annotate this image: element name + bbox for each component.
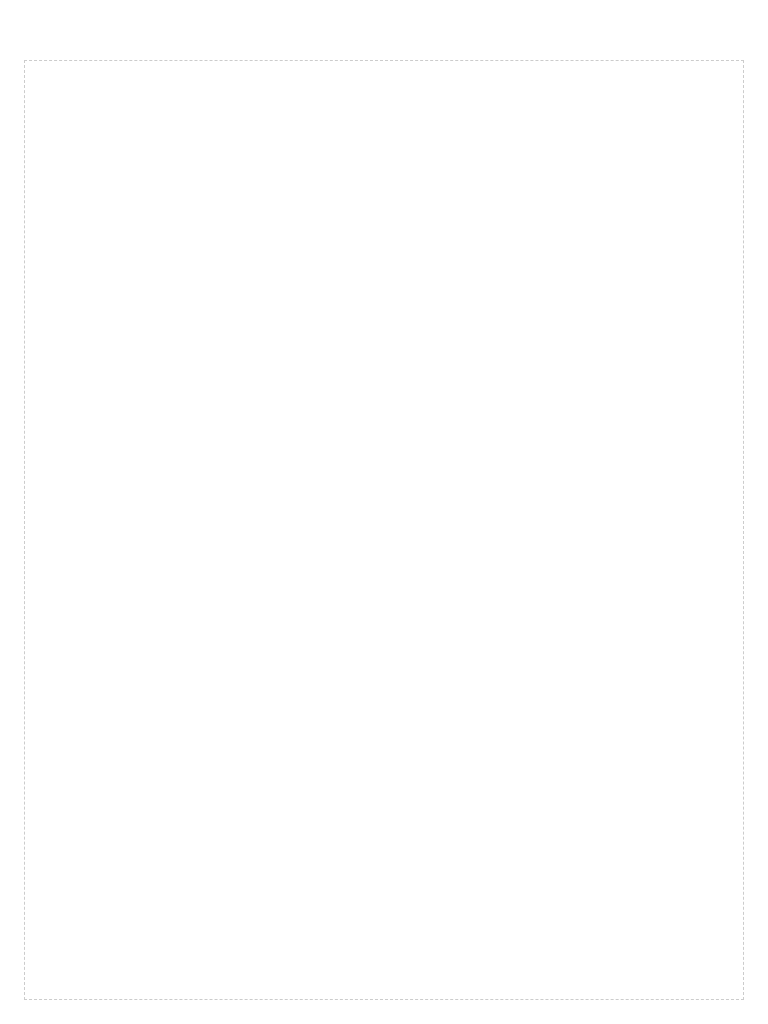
page-title [24,24,744,48]
content-area [24,60,744,1000]
